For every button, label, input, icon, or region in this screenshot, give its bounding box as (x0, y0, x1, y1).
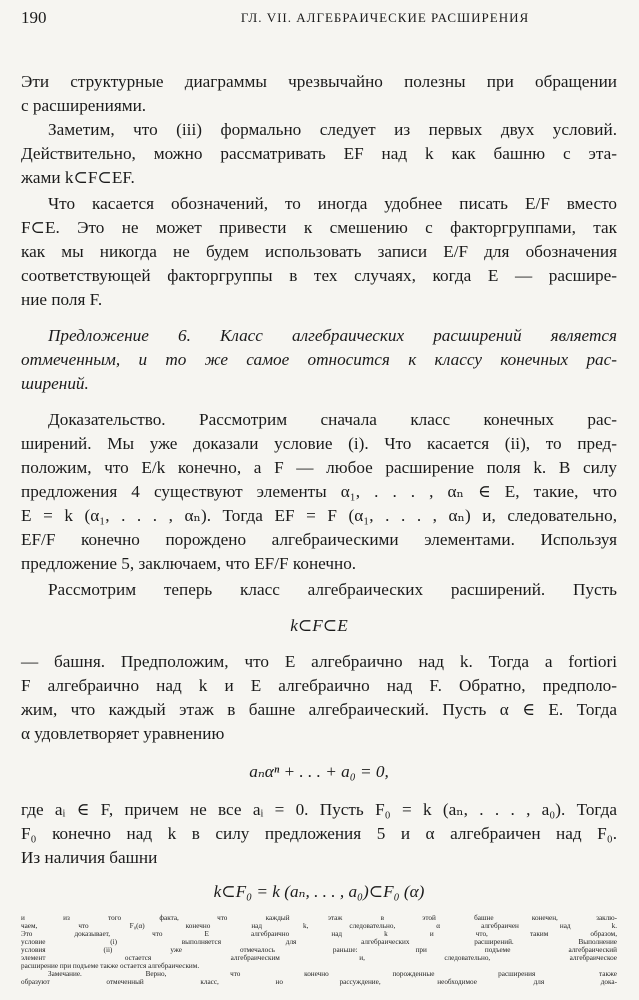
text-line: Эти структурные диаграммы чрезвычайно полезны при обращении (21, 72, 617, 91)
text-line: Замечание. Верно, что конечно порожденные расширения также (48, 970, 617, 978)
text-line: Заметим, что (iii) формально следует из первых двух условий. (48, 120, 617, 139)
text-line: Доказательство. Рассмотрим сначала класс конечных рас- (48, 410, 617, 429)
text-line: с расширениями. (21, 96, 147, 115)
text-line: F₀ конечно над k в силу предложения 5 и α алгебраичен над F₀. (21, 824, 617, 843)
text-line: образуют отмеченный класс, но рассуждение, необходимое для дока- (21, 978, 617, 986)
formula: k⊂F⊂E (290, 616, 348, 635)
formula: aₙαⁿ + . . . + a₀ = 0, (249, 762, 389, 781)
text-line: E = k (α₁, . . . , αₙ). Тогда EF = F (α₁, . . . , αₙ) и, следовательно, (21, 506, 617, 525)
proposition-line: ширений. (21, 374, 89, 393)
text-line: Рассмотрим теперь класс алгебраических расширений. Пусть (48, 580, 617, 599)
text-line: положим, что E/k конечно, а F — любое расширение поля k. В силу (21, 458, 617, 477)
text-line: жами k⊂F⊂EF. (21, 168, 135, 187)
text-line: EF/F конечно порождено алгебраическими элементами. Используя (21, 530, 617, 549)
text-line: ние поля F. (21, 290, 103, 309)
formula: k⊂F₀ = k (aₙ, . . . , a₀)⊂F₀ (α) (213, 882, 425, 901)
text-line: Что касается обозначений, то иногда удобнее писать E/F вместо (48, 194, 617, 213)
text-line: и из того факта, что каждый этаж в этой башне конечен, заклю- (21, 914, 617, 922)
text-line: чаем, что F₀(α) конечно над k, следовательно, α алгебраичен над k. (21, 922, 617, 930)
text-line: ширений. Мы уже доказали условие (i). Что касается (ii), то пред- (21, 434, 617, 453)
text-line: предложение 5, заключаем, что EF/F конечно. (21, 554, 357, 573)
text-line: соответствующей факторгруппы в тех случаях, когда E — расшире- (21, 266, 617, 285)
text-line: как мы никогда не будем использовать записи E/F для обозначения (21, 242, 617, 261)
text-line: Действительно, можно рассматривать EF над k как башню с эта- (21, 144, 617, 163)
text-line: — башня. Предположим, что E алгебраично над k. Тогда a fortiori (21, 652, 617, 671)
text-line: расширение при подъеме также остается алгебраическим. (21, 962, 200, 970)
text-line: условия (ii) уже отмечалось раньше: при подъеме алгебраический (21, 946, 617, 954)
text-line: F алгебраично над k и E алгебраично над F. Обратно, предполо- (21, 676, 617, 695)
running-title: ГЛ. VII. АЛГЕБРАИЧЕСКИЕ РАСШИРЕНИЯ (240, 10, 530, 25)
proposition-line: Предложение 6. Класс алгебраических расширений является (48, 326, 617, 345)
text-line: Из наличия башни (21, 848, 158, 867)
text-line: F⊂E. Это не может привести к смешению с факторгруппами, так (21, 218, 617, 237)
text-line: α удовлетворяет уравнению (21, 724, 225, 743)
proposition-line: отмеченным, и то же самое относится к классу конечных рас- (21, 350, 617, 369)
text-line: условие (i) выполняется для алгебраических расширений. Выполнение (21, 938, 617, 946)
text-line: где aᵢ ∈ F, причем не все aᵢ = 0. Пусть F₀ = k (aₙ, . . . , a₀). Тогда (21, 800, 617, 819)
text-line: Это доказывает, что E алгебраично над k и что, таким образом, (21, 930, 617, 938)
text-line: элемент остается алгебраическим и, следовательно, алгебраическое (21, 954, 617, 962)
text-line: предложения 4 существуют элементы α₁, . . . , αₙ ∈ E, такие, что (21, 482, 617, 501)
text-line: жим, что каждый этаж в башне алгебраический. Пусть α ∈ E. Тогда (21, 700, 617, 719)
page-number: 190 (21, 8, 47, 27)
